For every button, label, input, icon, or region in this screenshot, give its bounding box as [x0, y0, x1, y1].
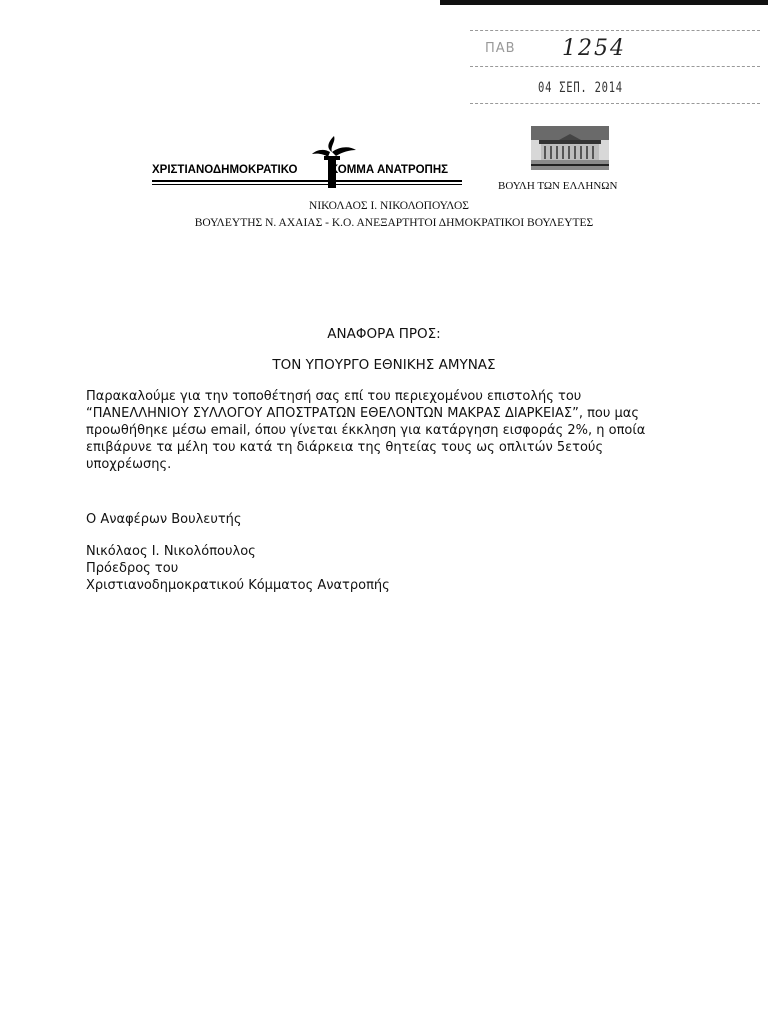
party-name-left: ΧΡΙΣΤΙΑΝΟΔΗΜΟΚΡΑΤΙΚΟ	[152, 164, 298, 176]
signature-role: Πρόεδρος του	[86, 561, 179, 576]
stamp-rule	[470, 66, 760, 67]
protocol-number: 1254	[562, 36, 626, 61]
document-heading: ΑΝΑΦΟΡΑ ΠΡΟΣ:	[327, 326, 441, 342]
party-underline	[152, 184, 462, 185]
signature-block	[86, 543, 390, 594]
signature-party: Χριστιανοδημοκρατικού Κόμματος Ανατροπής	[86, 578, 390, 593]
signature-name: Νικόλαος Ι. Νικολόπουλος	[86, 544, 256, 559]
stamp-rule	[470, 103, 760, 104]
author-name: ΝΙΚΟΛΑΟΣ Ι. ΝΙΚΟΛΟΠΟΥΛΟΣ	[309, 200, 469, 212]
scan-edge-bar	[440, 0, 768, 5]
stamp-date: 04 ΣΕΠ. 2014	[538, 80, 623, 96]
body-paragraph	[86, 388, 726, 473]
body-line: “ΠΑΝΕΛΛΗΝΙΟΥ ΣΥΛΛΟΓΟΥ ΑΠΟΣΤΡΑΤΩΝ ΕΘΕΛΟΝΤΩΝ ΜΑΚΡΑΣ ΔΙΑΡΚΕΙΑΣ”, που μας	[86, 406, 640, 421]
stamp-prefix: ΠΑΒ	[485, 41, 516, 56]
party-name-right: ΚΟΜΜΑ ΑΝΑΤΡΟΠΗΣ	[330, 164, 449, 176]
author-title: ΒΟΥΛΕΥΤΗΣ Ν. ΑΧΑΙΑΣ - Κ.Ο. ΑΝΕΞΑΡΤΗΤΟΙ ΔΗΜΟΚΡΑΤΙΚΟΙ ΒΟΥΛΕΥΤΕΣ	[194, 217, 594, 229]
parliament-building-icon	[531, 126, 609, 170]
party-underline	[152, 180, 462, 182]
body-line: επιβάρυνε τα μέλη του κατά τη διάρκεια της θητείας τους ως οπλιτών 5ετούς	[86, 440, 604, 455]
closing-line: Ο Αναφέρων Βουλευτής	[86, 512, 242, 527]
party-name	[152, 164, 464, 180]
body-line: προωθήθηκε μέσω email, όπου γίνεται έκκληση για κατάργηση εισφοράς 2%, η οποία	[86, 423, 646, 438]
stamp-rule	[470, 30, 760, 31]
parliament-label: ΒΟΥΛΗ ΤΩΝ ΕΛΛΗΝΩΝ	[498, 180, 618, 192]
body-line: υποχρέωσης.	[86, 457, 172, 472]
recipient-heading: ΤΟΝ ΥΠΟΥΡΓΟ ΕΘΝΙΚΗΣ ΑΜΥΝΑΣ	[272, 357, 496, 373]
body-line: Παρακαλούμε για την τοποθέτησή σας επί του περιεχομένου επιστολής του	[86, 389, 582, 404]
